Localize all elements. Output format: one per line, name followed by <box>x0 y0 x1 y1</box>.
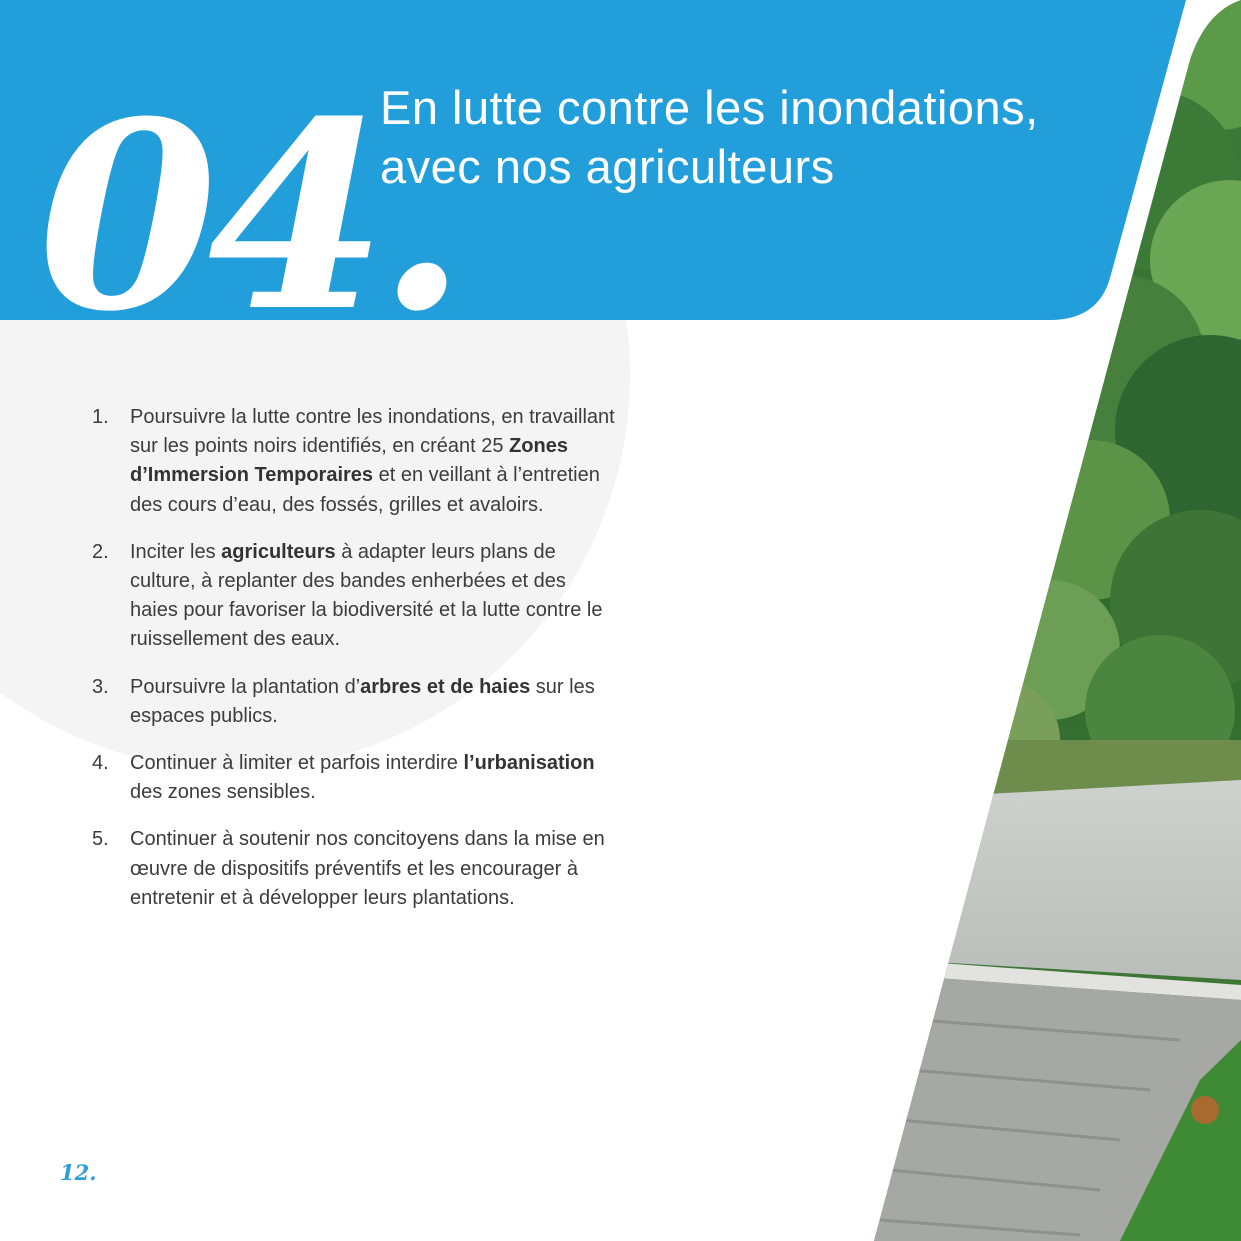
item-text-after: des zones sensibles. <box>130 781 316 804</box>
list-item <box>92 825 617 913</box>
item-text-before: Continuer à limiter et parfois interdire <box>130 752 464 775</box>
list-item <box>92 403 617 520</box>
section-number: 04. <box>38 65 457 368</box>
item-number: 2. <box>92 540 109 563</box>
item-text-bold: Zones d’Immersion Temporaires <box>130 435 568 487</box>
item-text-bold: arbres et de haies <box>360 675 531 698</box>
item-text-before: Inciter les <box>130 540 222 563</box>
title-line-2: avec nos agriculteurs <box>380 140 835 193</box>
item-text-bold: l’urbanisation <box>463 752 595 775</box>
list-item <box>92 673 617 731</box>
item-text-after: à adapter leurs plans de culture, à replanter des bandes enherbées et des haies pour favoriser la biodiversité et la lutte contre le ruissellement des eaux. <box>130 540 603 651</box>
item-number: 3. <box>92 675 109 698</box>
item-number: 1. <box>92 406 109 428</box>
item-text-bold: agriculteurs <box>221 540 336 563</box>
measures-list <box>92 403 617 931</box>
item-text-before: Continuer à soutenir nos concitoyens dans la mise en œuvre de dispositifs préventifs et les encourager à entretenir et à développer leurs plantations. <box>130 828 605 909</box>
item-text-before: Poursuivre la plantation d’ <box>130 675 361 698</box>
page-title <box>380 78 1140 196</box>
item-number: 4. <box>92 752 109 775</box>
item-text-after: et en veillant à l’entretien des cours d’eau, des fossés, grilles et avaloirs. <box>130 464 600 516</box>
list-item <box>92 749 617 807</box>
list-item <box>92 538 617 655</box>
page-number: 12. <box>60 1160 97 1185</box>
title-line-1: En lutte contre les inondations, <box>380 81 1039 134</box>
item-number: 5. <box>92 828 109 851</box>
item-text-after: sur les espaces publics. <box>130 675 595 727</box>
item-text-before: Poursuivre la lutte contre les inondations, en travaillant sur les points noirs identifiés, en créant 25 <box>130 406 615 458</box>
